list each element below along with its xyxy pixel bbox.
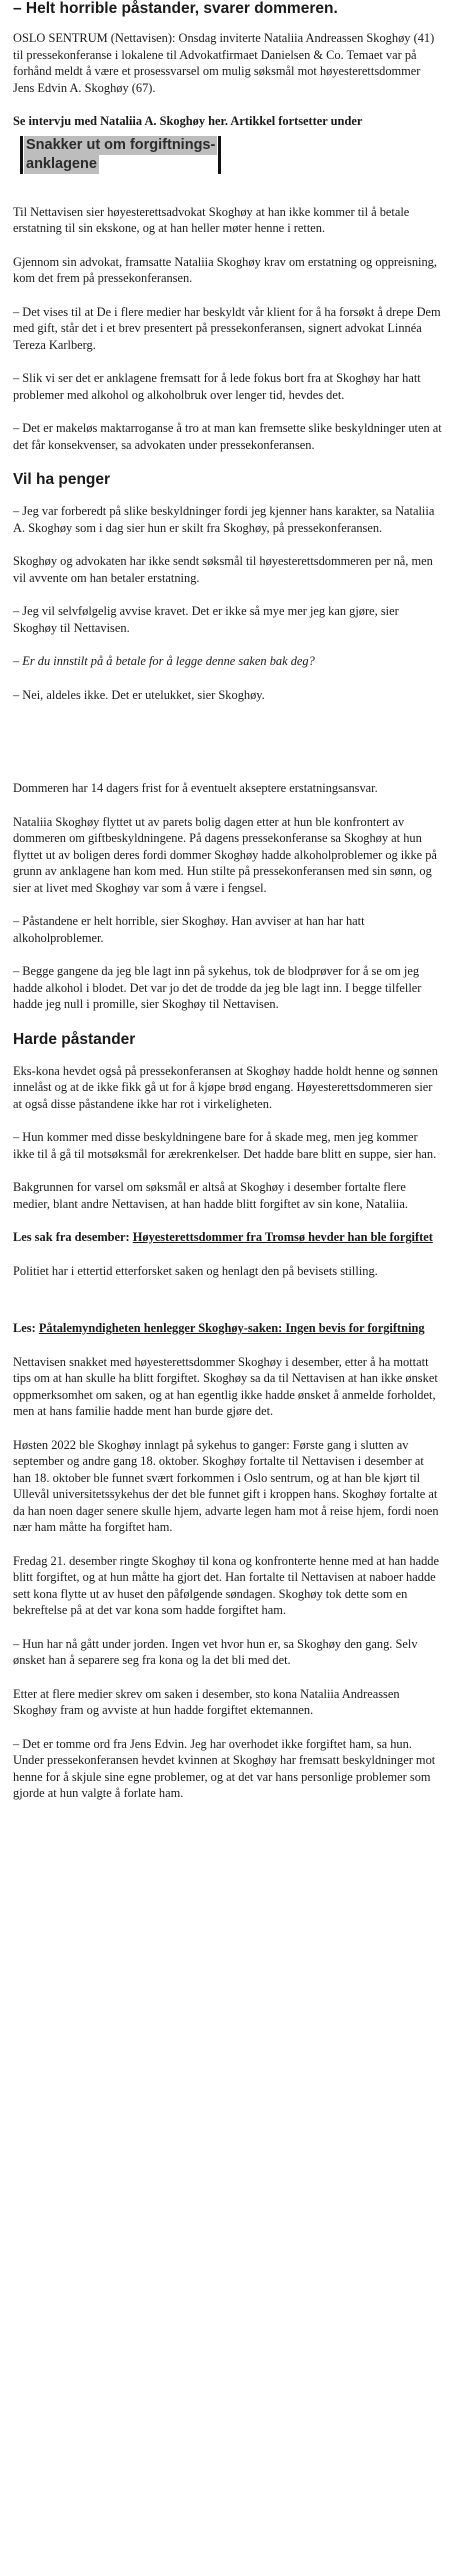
paragraph: – Begge gangene da jeg ble lagt inn på sykehus, tok de blodprøver for å se om jeg hadde alkohol i blodet. Det var jo det de trodde da jeg ble lagt inn. I begge tilfeller hadde jeg null i promille, sier Skoghøy til Nettavisen.: [13, 964, 422, 1011]
paragraph: Til Nettavisen sier høyesterettsadvokat Skoghøy at han ikke kommer til å betale erstatning til sin ekskone, og at han heller møter henne i retten.: [13, 204, 410, 235]
paragraph: – Jeg vil selvfølgelig avvise kravet. Det er ikke så mye mer jeg kan gjøre, sier Skoghøy til Nettavisen.: [13, 604, 399, 635]
paragraph: Fredag 21. desember ringte Skoghøy til kona og konfronterte henne med at han hadde blitt forgiftet, og at hun måtte ha gjort det. Han fortalte til Nettavisen at naboer hadde sett kona flytte ut av huset den påfølgende søndagen. Skoghøy tok dette som en bekreftelse på at det var kona som hadde forgiftet ham.: [13, 1553, 439, 1617]
paragraph: Nataliia Skoghøy flyttet ut av parets bolig dagen etter at hun ble konfrontert av dommeren om giftbeskyldningene. På dagens pressekonferanse sa Skoghøy at hun flyttet ut av boligen deres fordi dommer Skoghøy hadde alkoholproblemer og ikke på grunn av anklagene han kom med. Hun stilte på pressekonferansen med sin sønn, og sier at livet med Skoghøy var som å være i fengsel.: [13, 814, 437, 895]
paragraph: Nettavisen snakket med høyesterettsdommer Skoghøy i desember, etter å ha mottatt tips om at han skulle ha blitt forgiftet. Skoghøy sa da til Nettavisen at han ikke ønsket oppmerksomhet om saken, og at han egentlig ikke hadde ønsket å anmelde forholdet, men at hans familie hadde ment han burde gjøre det.: [13, 1354, 438, 1418]
read-more-december: [13, 1229, 442, 1246]
read-more-henlegger: [13, 1320, 442, 1337]
interview-note: Se intervju med Nataliia A. Skoghøy her. Artikkel fortsetter under: [13, 114, 363, 128]
highlight-line-1: Snakker ut om forgiftnings-: [26, 136, 216, 153]
read-more-link-december[interactable]: Høyesterettsdommer fra Tromsø hevder han ble forgiftet: [132, 1230, 433, 1244]
embedded-content-gap: [13, 720, 442, 780]
paragraph: – Slik vi ser det er anklagene fremsatt for å lede fokus bort fra at Skoghøy har hatt problemer med alkohol og alkoholbruk over lenger tid, hevdes det.: [13, 371, 421, 402]
paragraph: – Hun har nå gått under jorden. Ingen vet hvor hun er, sa Skoghøy den gang. Selv ønsket han å separere seg fra kona og la det bli med det.: [13, 1636, 418, 1667]
video-highlight-title[interactable]: [20, 136, 221, 174]
paragraph: – Det vises til at De i flere medier har beskyldt vår klient for å ha forsøkt å drepe Dem med gift, står det i et brev presentert på pressekonferansen, signert advokat Linnéa Tereza Karlberg.: [13, 304, 441, 352]
paragraph: – Hun kommer med disse beskyldningene bare for å skade meg, men jeg kommer ikke til å gå til motsøksmål for ærekrenkelser. Det hadde bare blitt en suppe, sier han.: [13, 1130, 437, 1161]
read-more-prefix: Les:: [13, 1321, 39, 1335]
paragraph: Dommeren har 14 dagers frist for å eventuelt akseptere erstatningsansvar.: [13, 781, 378, 795]
paragraph: Eks-kona hevdet også på pressekonferansen at Skoghøy hadde holdt henne og sønnen innelåst og at de ikke fikk gå ut for å kjøpe brød engang. Høyesterettsdommeren sier at også disse påstandene ikke har rot i virkeligheten.: [13, 1063, 438, 1111]
paragraph: Bakgrunnen for varsel om søksmål er altså at Skoghøy i desember fortalte flere medier, blant andre Nettavisen, at han hadde blitt forgiftet av sin kone, Nataliia.: [13, 1180, 408, 1211]
section-gap: [13, 1296, 442, 1320]
paragraph: – Det er tomme ord fra Jens Edvin. Jeg har overhodet ikke forgiftet ham, sa hun. Under pressekonferansen hevdet kvinnen at Skoghøy har fremsatt beskyldninger mot henne for å skjule sine egne problemer, og at det var hans personlige problemer som gjorde at hun valgte å forlate ham.: [13, 1736, 436, 1800]
subheading-vil-ha-penger: Vil ha penger: [13, 471, 111, 488]
interview-question: – Er du innstilt på å betale for å legge denne saken bak deg?: [13, 654, 315, 668]
paragraph: – Påstandene er helt horrible, sier Skoghøy. Han avviser at han har hatt alkoholproblemer.: [13, 914, 365, 945]
paragraph: Høsten 2022 ble Skoghøy innlagt på sykehus to ganger: Første gang i slutten av september og andre gang 18. oktober. Skoghøy fortalte til Nettavisen i desember at han 18. oktober ble funnet svært forkommen i Oslo sentrum, og at han ble kjørt til Ullevål universitetssykehus der det ble funnet gift i kroppen hans. Skoghøy fortalte at da han noen dager senere skulle hjem, advarte legen ham mot å reise hjem, fordi noen nær ham måtte ha forgiftet ham.: [13, 1437, 439, 1534]
paragraph: Politiet har i ettertid etterforsket saken og henlagt den på bevisets stilling.: [13, 1263, 378, 1278]
paragraph: Skoghøy og advokaten har ikke sendt søksmål til høyesterettsdommeren per nå, men vil avvente om han betaler erstatning.: [13, 554, 433, 585]
highlight-line-2: anklagene: [26, 155, 97, 172]
paragraph: Gjennom sin advokat, framsatte Nataliia Skoghøy krav om erstatning og oppreisning, kom det frem på pressekonferansen.: [13, 254, 437, 285]
paragraph: – Jeg var forberedt på slike beskyldninger fordi jeg kjenner hans karakter, sa Nataliia A. Skoghøy som i dag sier hun er skilt fra Skoghøy, på pressekonferansen.: [13, 504, 435, 535]
read-more-link-henlegger[interactable]: Påtalemyndigheten henlegger Skoghøy-saken: Ingen bevis for forgiftning: [38, 1321, 425, 1335]
subheading-harde-pastander: Harde påstander: [13, 1030, 136, 1048]
interview-answer: – Nei, aldeles ikke. Det er utelukket, sier Skoghøy.: [13, 687, 265, 702]
read-more-prefix: Les sak fra desember:: [13, 1230, 133, 1244]
article-intro: OSLO SENTRUM (Nettavisen): Onsdag inviterte Nataliia Andreassen Skoghøy (41) til pressekonferanse i lokalene til Advokatfirmaet Danielsen & Co. Temaet var på forhånd meldt å være et prosessvarsel om mulig søksmål mot høyesterettsdommer Jens Edvin A. Skoghøy (67).: [13, 31, 435, 95]
paragraph: Etter at flere medier skrev om saken i desember, sto kona Nataliia Andreassen Skoghøy fram og avviste at hun hadde forgiftet ektemannen.: [13, 1686, 400, 1717]
paragraph: – Det er makeløs maktarroganse å tro at man kan fremsette slike beskyldninger uten at det får konsekvenser, sa advokaten under pressekonferansen.: [13, 421, 442, 452]
article-headline: – Helt horrible påstander, svarer dommeren.: [13, 0, 338, 17]
